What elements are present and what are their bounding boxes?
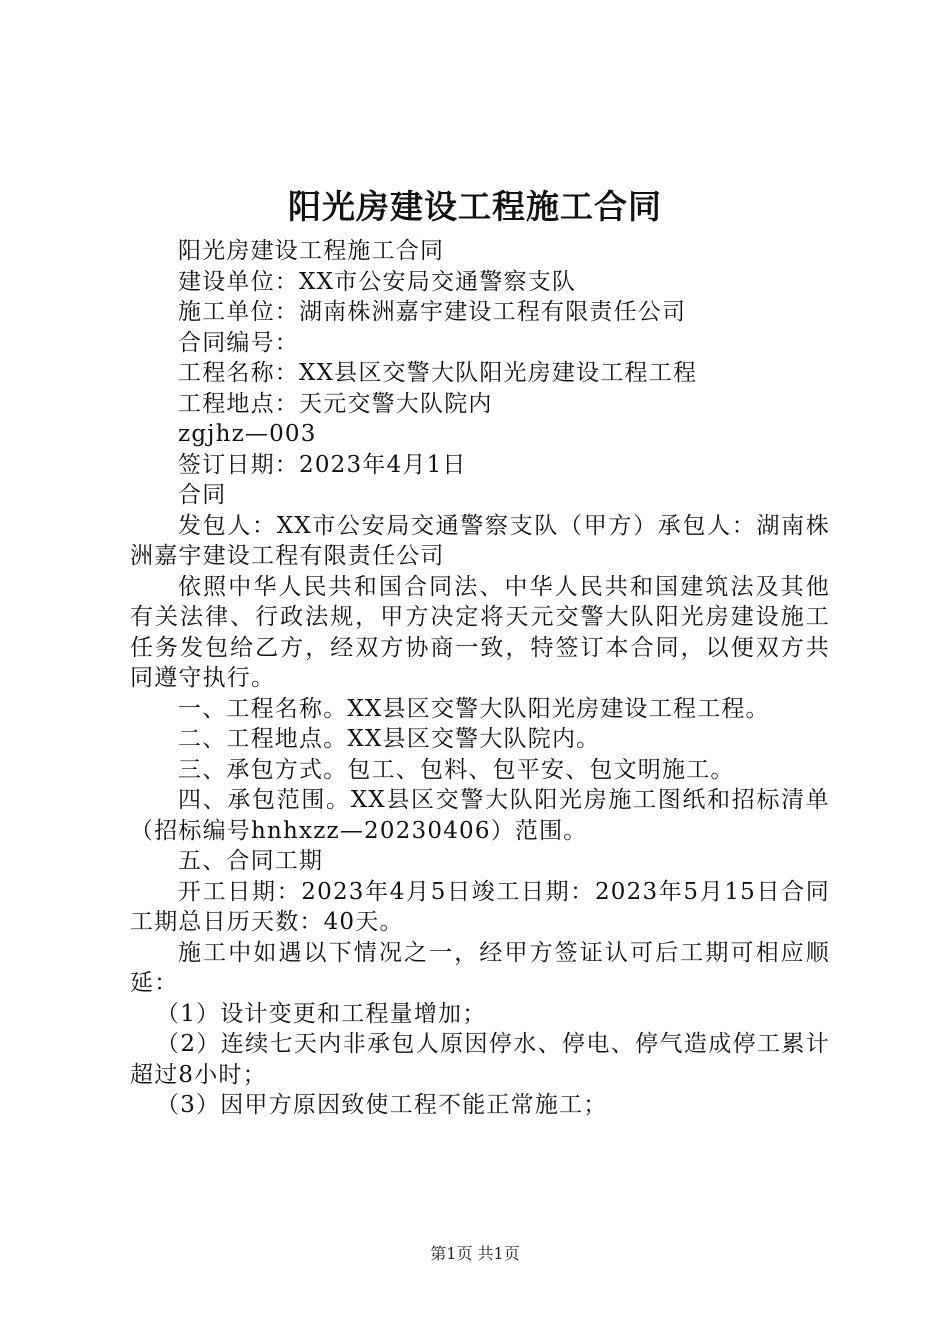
paragraph-code: zgjhz—003 [178, 421, 317, 447]
paragraph-subtitle: 阳光房建设工程施工合同 [178, 238, 445, 264]
document-title: 阳光房建设工程施工合同 [288, 187, 662, 226]
paragraph-contract-number: 合同编号： [178, 329, 299, 356]
paragraph-contractor: 施工单位：湖南株洲嘉宇建设工程有限责任公司 [178, 299, 687, 325]
paragraph-extension: 施工中如遇以下情况之一，经甲方签证认可后工期可相应顺延： [130, 939, 830, 996]
paragraph-sign-date: 签订日期：2023年4月1日 [178, 451, 467, 478]
paragraph-clause-2: 二、工程地点。XX县区交警大队院内。 [178, 726, 601, 752]
paragraph-dates: 开工日期：2023年4月5日竣工日期：2023年5月15日合同工期总日历天数：40天。 [130, 878, 830, 935]
paragraph-client: 建设单位：XX市公安局交通警察支队 [178, 268, 577, 295]
paragraph-clause-5: 五、合同工期 [178, 848, 324, 874]
paragraph-item-3: （3）因甲方原因致使工程不能正常施工； [156, 1092, 608, 1118]
paragraph-parties: 发包人：XX市公安局交通警察支队（甲方）承包人：湖南株洲嘉宇建设工程有限责任公司 [130, 512, 830, 569]
page-footer: 第1页 共1页 [430, 1244, 520, 1263]
paragraph-item-2: （2）连续七天内非承包人原因停水、停电、停气造成停工累计超过8小时； [130, 1031, 830, 1088]
paragraph-clause-1: 一、工程名称。XX县区交警大队阳光房建设工程工程。 [178, 695, 770, 722]
paragraph-clause-3: 三、承包方式。包工、包料、包平安、包文明施工。 [178, 756, 735, 783]
paragraph-project-location: 工程地点：天元交警大队院内 [178, 390, 493, 417]
paragraph-contract-heading: 合同 [178, 482, 227, 508]
paragraph-item-1: （1）设计变更和工程量增加； [156, 1000, 487, 1027]
paragraph-clause-4: 四、承包范围。XX县区交警大队阳光房施工图纸和招标清单（招标编号hnhxzz—20230406）范围。 [130, 787, 830, 844]
document-body [130, 236, 830, 1121]
paragraph-basis: 依照中华人民共和国合同法、中华人民共和国建筑法及其他有关法律、行政法规，甲方决定将天元交警大队阳光房建设施工任务发包给乙方，经双方协商一致，特签订本合同，以便双方共同遵守执行。 [130, 573, 830, 691]
paragraph-project-name: 工程名称：XX县区交警大队阳光房建设工程工程 [178, 360, 698, 386]
